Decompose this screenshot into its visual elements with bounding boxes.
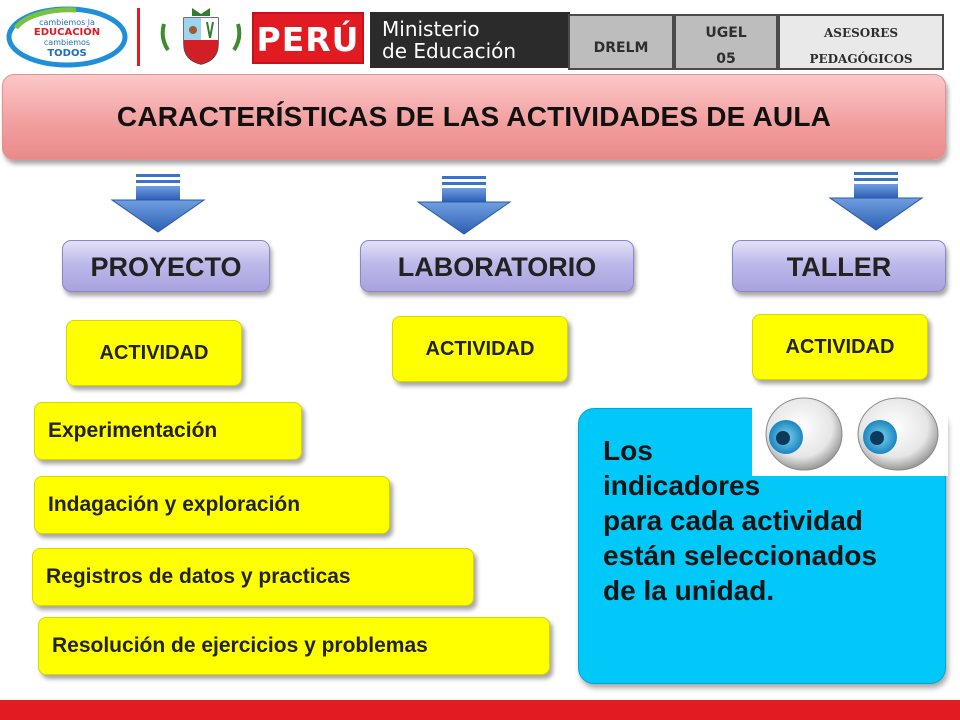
category-taller: TALLER [732, 240, 946, 292]
note-line-5: de la unidad. [603, 575, 775, 606]
note-line-1: Los [603, 435, 653, 466]
eyes-icon [752, 392, 948, 476]
arrow-down-icon [826, 170, 926, 232]
footer-bar [0, 700, 960, 720]
campaign-text-3: cambiemos [43, 38, 91, 47]
ministry-logo [370, 12, 570, 68]
drelm-badge [568, 14, 674, 70]
peru-label: PERÚ [256, 20, 360, 59]
campaign-text-1: cambiemos la [39, 18, 95, 27]
campaign-text-2: EDUCACIÓN [33, 27, 101, 38]
drelm-label: DRELM [593, 40, 649, 56]
asesores-badge [778, 14, 944, 70]
item-resolucion: Resolución de ejercicios y problemas [38, 617, 550, 675]
coat-of-arms-icon [158, 6, 244, 68]
ministry-line-1: Ministerio [382, 17, 480, 41]
ugel-line-2: 05 [716, 51, 736, 67]
ugel-line-1: UGEL [705, 25, 747, 41]
ministry-line-2: de Educación [382, 39, 517, 63]
category-proyecto: PROYECTO [62, 240, 270, 292]
item-registros: Registros de datos y practicas [32, 548, 474, 606]
peru-logo [252, 12, 364, 64]
header-divider [137, 8, 140, 66]
actividad-laboratorio: ACTIVIDAD [392, 316, 568, 382]
arrow-down-icon [108, 172, 208, 234]
title-banner [2, 74, 946, 160]
item-indagacion: Indagación y exploración [34, 476, 390, 534]
note-line-3: para cada actividad [603, 505, 863, 536]
note-line-2: indicadores [603, 470, 761, 501]
page-title: CARACTERÍSTICAS DE LAS ACTIVIDADES DE AULA [116, 101, 832, 132]
actividad-proyecto: ACTIVIDAD [66, 320, 242, 386]
ugel-badge [674, 14, 778, 70]
asesores-line-2: PEDAGÓGICOS [809, 52, 913, 66]
asesores-line-1: ASESORES [823, 26, 899, 40]
campaign-text-4: TODOS [47, 48, 87, 59]
actividad-taller: ACTIVIDAD [752, 314, 928, 380]
note-line-4: están seleccionados [603, 540, 877, 571]
category-laboratorio: LABORATORIO [360, 240, 634, 292]
item-experimentacion: Experimentación [34, 402, 302, 460]
arrow-down-icon [414, 174, 514, 236]
education-campaign-logo [6, 6, 128, 68]
